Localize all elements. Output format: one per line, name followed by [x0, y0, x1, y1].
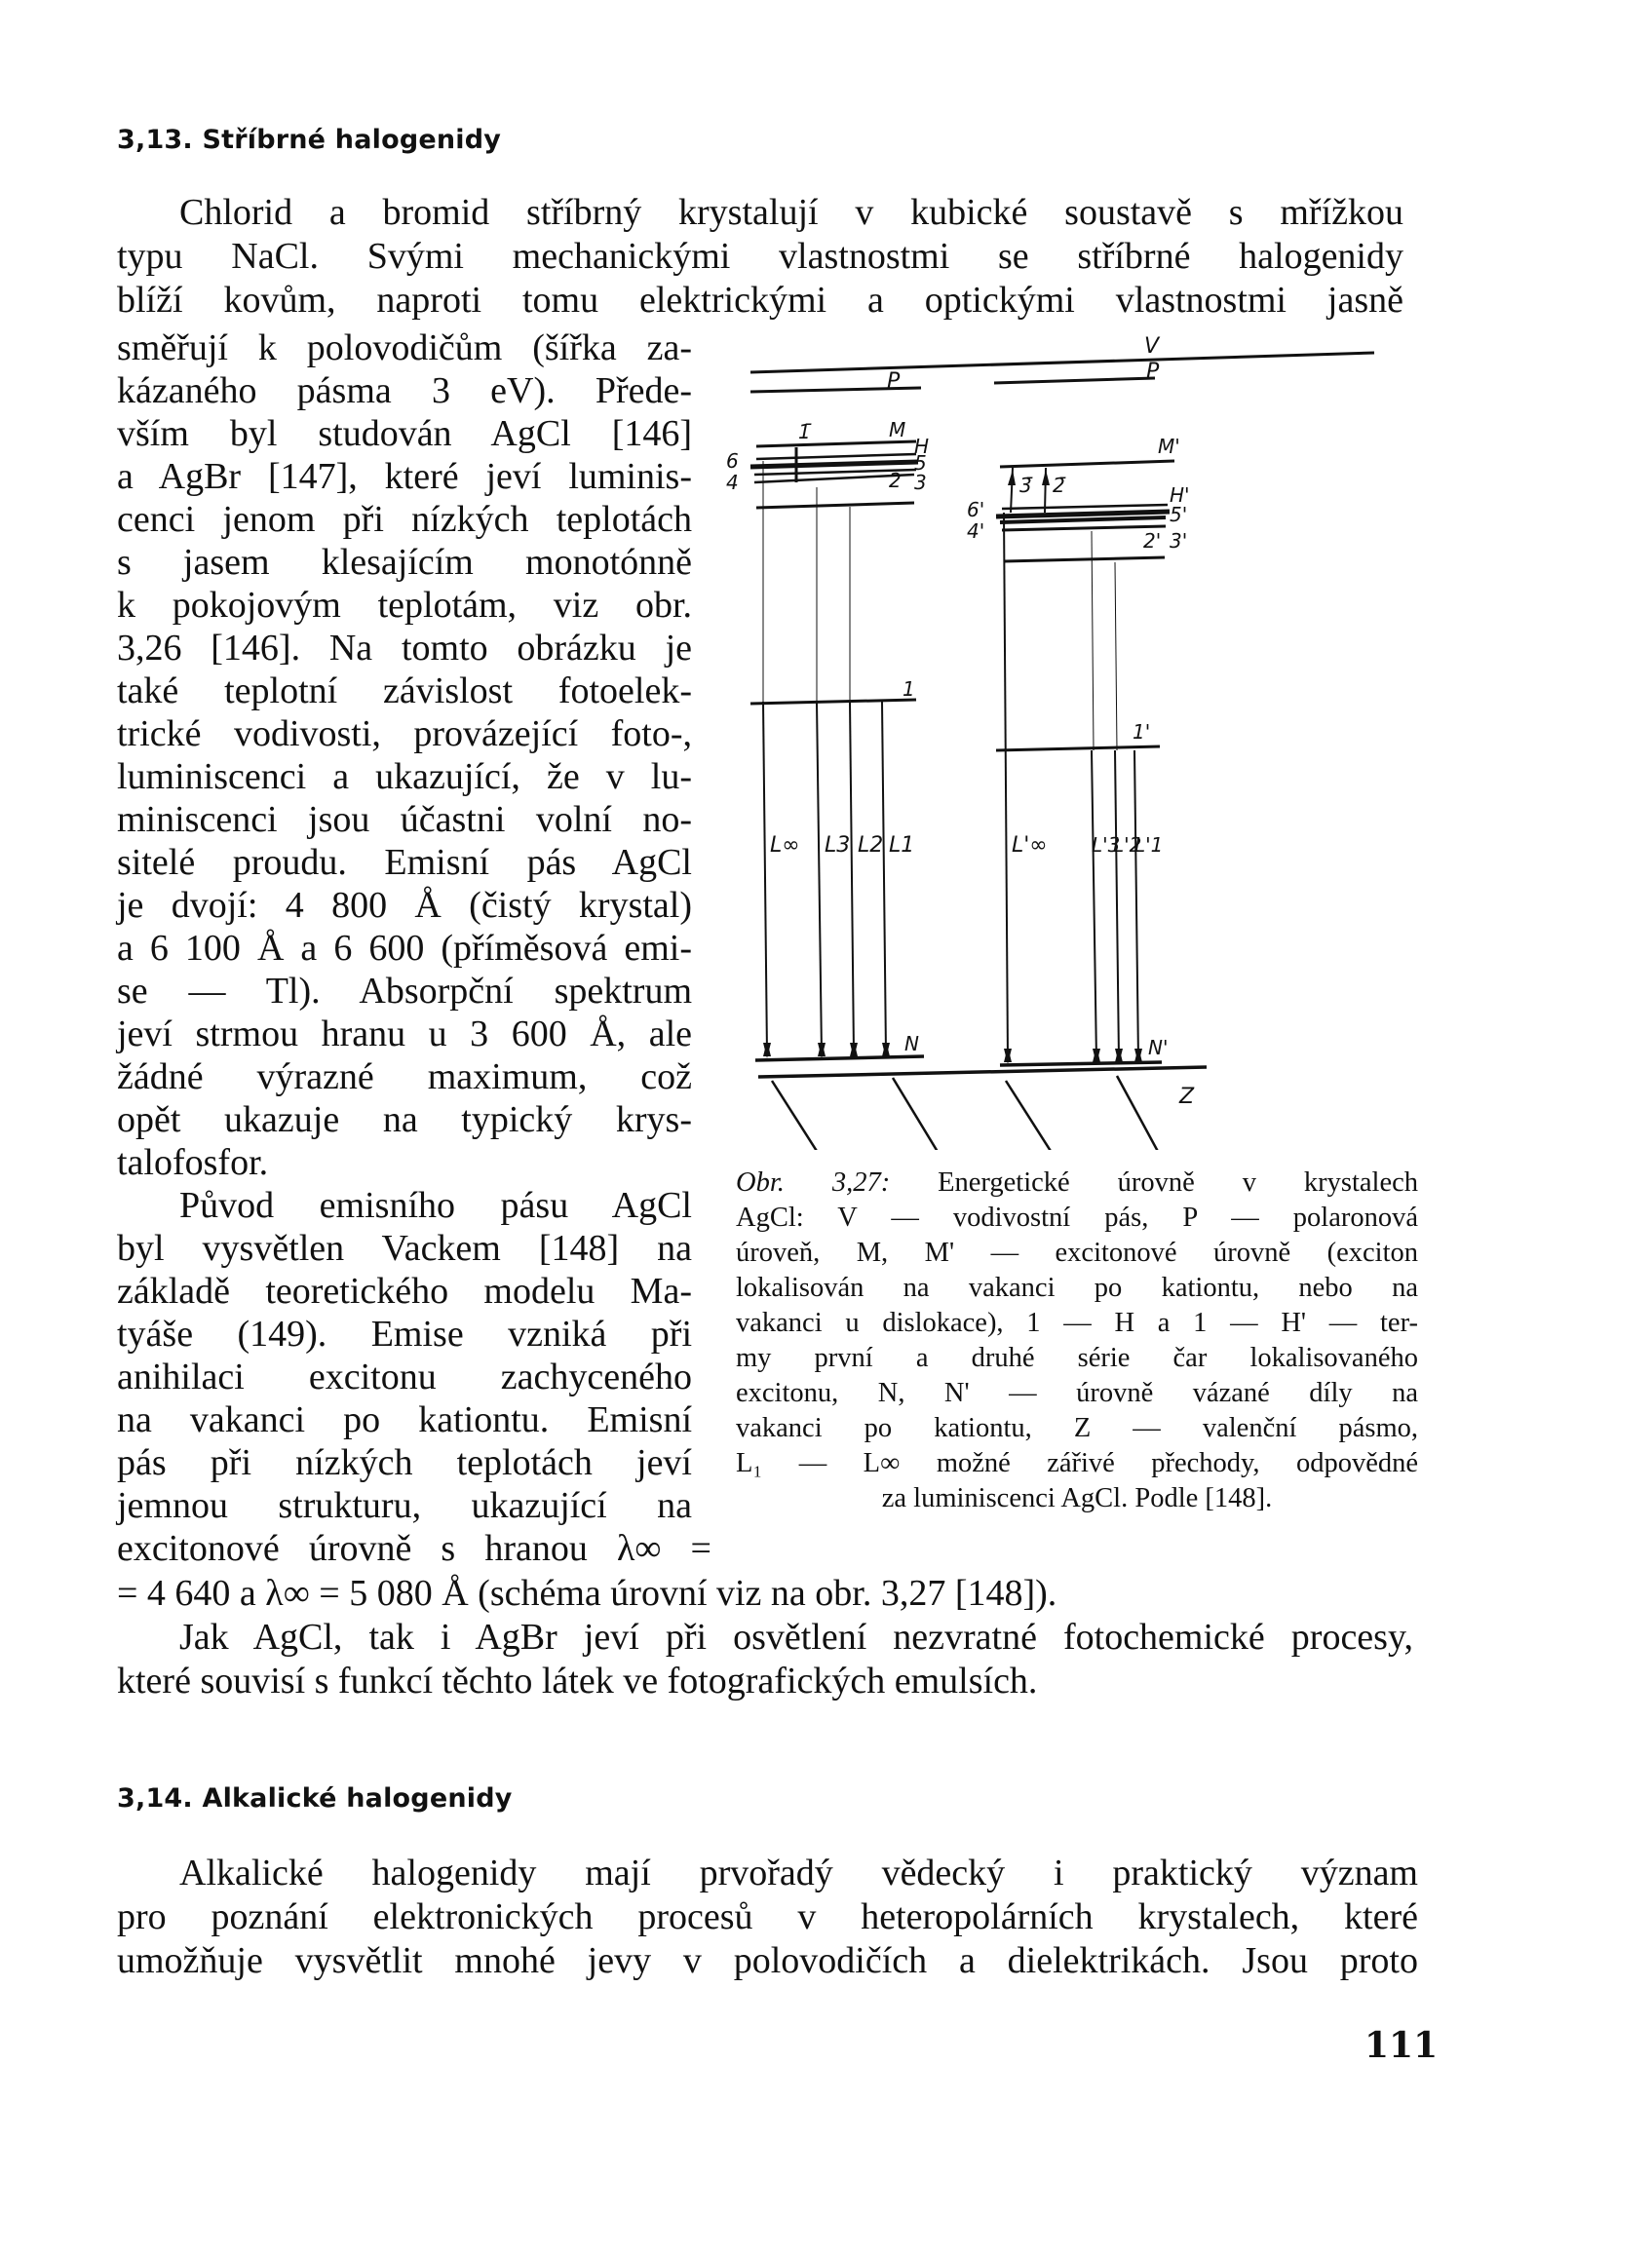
paragraph-line: trické vodivosti, provázející foto-, [117, 713, 692, 754]
paragraph-line: Jak AgCl, tak i AgBr jeví při osvětlení nezvratné fotochemické procesy, [179, 1617, 1413, 1658]
paragraph-line: pro poznání elektronických procesů v heteropolárních krystalech, které [117, 1896, 1418, 1937]
paragraph-line: = 4 640 a λ∞ = 5 080 Å (schéma úrovní viz na obr. 3,27 [148]). [117, 1573, 1057, 1614]
label-1: 1 [903, 677, 915, 701]
caption-line: úroveň, M, M' — excitonové úrovně (exciton [736, 1238, 1418, 1268]
label-Z: Z [1179, 1085, 1195, 1109]
paragraph-line: miniscenci jsou účastni volní no- [117, 799, 692, 840]
label-1-bar: 1̄ [798, 420, 811, 443]
paragraph-line: 3,26 [146]. Na tomto obrázku je [117, 628, 692, 669]
label-H: H [914, 435, 930, 458]
paragraph-line: anihilaci excitonu zachyceného [117, 1357, 692, 1397]
paragraph-line: luminiscenci a ukazující, že v lu- [117, 756, 692, 797]
paragraph-line: jeví strmou hranu u 3 600 Å, ale [117, 1013, 692, 1054]
paragraph-line: Chlorid a bromid stříbrný krystalují v kubické soustavě s mřížkou [179, 192, 1403, 233]
label-L1: L1 [889, 833, 915, 858]
paragraph-line: na vakanci po kationtu. Emisní [117, 1399, 692, 1440]
energy-level-diagram [711, 331, 1413, 1150]
paragraph-line: excitonové úrovně s hranou λ∞ = [117, 1528, 711, 1569]
label-V: V [1144, 334, 1160, 359]
paragraph-line: opět ukazuje na typický krys- [117, 1099, 692, 1140]
paragraph-line: žádné výrazné maximum, což [117, 1056, 692, 1097]
label-H-prime: H' [1170, 483, 1190, 507]
label-2-bar: 2̄ [1053, 474, 1065, 497]
paragraph-line: s jasem klesajícím monotónně [117, 542, 692, 583]
label-L-inf: L∞ [770, 833, 800, 858]
label-3-prime: 3' [1170, 529, 1188, 553]
label-M-prime: M' [1158, 435, 1180, 458]
label-Lp-inf: L'∞ [1012, 833, 1048, 858]
paragraph-line: které souvisí s funkcí těchto látek ve fotografických emulsích. [117, 1661, 1038, 1702]
paragraph-line: umožňuje vysvětlit mnohé jevy v polovodičích a dielektrikách. Jsou proto [117, 1940, 1418, 1981]
paragraph-line: tyáše (149). Emise vzniká při [117, 1314, 692, 1355]
label-3: 3 [914, 471, 927, 494]
paragraph-line: Alkalické halogenidy mají prvořadý vědecký i praktický význam [179, 1853, 1418, 1893]
paragraph-line: typu NaCl. Svými mechanickými vlastnostmi se stříbrné halogenidy [117, 236, 1403, 277]
label-L2: L2 [858, 833, 884, 858]
label-Lp3: L'3 [1092, 833, 1121, 857]
caption-line: lokalisován na vakanci po kationtu, nebo na [736, 1273, 1418, 1303]
paragraph-line: sitelé proudu. Emisní pás AgCl [117, 842, 692, 883]
section-heading-3-13: 3,13. Stříbrné halogenidy [117, 125, 502, 155]
caption-line: my první a druhé série čar lokalisovaného [736, 1343, 1418, 1373]
label-3-bar: 3̄ [1019, 474, 1032, 497]
caption-line: AgCl: V — vodivostní pás, P — polaronová [736, 1203, 1418, 1233]
label-P-left: P [887, 369, 901, 394]
caption-line: vakanci u dislokace), 1 — H a 1 — H' — ter- [736, 1308, 1418, 1338]
caption-line: excitonu, N, N' — úrovně vázané díly na [736, 1378, 1418, 1408]
label-M: M [889, 418, 906, 441]
label-Lp1: L'1 [1134, 833, 1164, 857]
paragraph-line: základě teoretického modelu Ma- [117, 1271, 692, 1312]
paragraph-line: talofosfor. [117, 1142, 269, 1183]
caption-line: L₁ — L∞ možné zářivé přechody, odpovědné [736, 1448, 1418, 1478]
paragraph-line: Původ emisního pásu AgCl [179, 1185, 692, 1226]
section-heading-3-14: 3,14. Alkalické halogenidy [117, 1783, 513, 1814]
label-6-prime: 6' [967, 498, 985, 521]
paragraph-line: směřují k polovodičům (šířka za- [117, 327, 692, 368]
paragraph-line: k pokojovým teplotám, viz obr. [117, 585, 692, 626]
label-L3: L3 [825, 833, 851, 858]
label-2-prime: 2' [1143, 529, 1162, 553]
label-1-prime: 1' [1133, 720, 1151, 744]
paragraph-line: blíží kovům, naproti tomu elektrickými a optickými vlastnostmi jasně [117, 280, 1403, 321]
label-6: 6 [726, 449, 739, 473]
label-N-prime: N' [1148, 1036, 1169, 1059]
paragraph-line: pás při nízkých teplotách jeví [117, 1442, 692, 1483]
label-5-prime: 5' [1170, 503, 1188, 526]
caption-line: za luminiscenci AgCl. Podle [148]. [881, 1483, 1273, 1513]
label-2: 2 [889, 469, 902, 492]
label-Lp2: L'2 [1113, 833, 1142, 857]
paragraph-line: byl vysvětlen Vackem [148] na [117, 1228, 692, 1269]
caption-line: vakanci po kationtu, Z — valenční pásmo, [736, 1413, 1418, 1443]
paragraph-line: jemnou strukturu, ukazující na [117, 1485, 692, 1526]
paragraph-line: a AgBr [147], které jeví luminis- [117, 456, 692, 497]
caption-line [736, 1166, 1418, 1201]
paragraph-line: je dvojí: 4 800 Å (čistý krystal) [117, 885, 692, 926]
paragraph-line: se — Tl). Absorpční spektrum [117, 971, 692, 1012]
page-number: 111 [1364, 2025, 1439, 2066]
label-N: N [904, 1032, 919, 1055]
caption-text: Energetické úrovně v krystalech [890, 1167, 1418, 1198]
paragraph-line: vším byl studován AgCl [146] [117, 413, 692, 454]
figure-caption [736, 1166, 1418, 1516]
caption-figure-label: Obr. 3,27: [736, 1167, 891, 1198]
paragraph-line: a 6 100 Å a 6 600 (příměsová emi- [117, 928, 692, 969]
paragraph-line: kázaného pásma 3 eV). Přede- [117, 370, 692, 411]
paragraph-line: cenci jenom při nízkých teplotách [117, 499, 692, 540]
label-4: 4 [726, 471, 739, 494]
label-5: 5 [914, 451, 927, 475]
label-P-right: P [1146, 360, 1160, 384]
label-4-prime: 4' [967, 519, 985, 543]
paragraph-line: také teplotní závislost fotoelek- [117, 670, 692, 711]
